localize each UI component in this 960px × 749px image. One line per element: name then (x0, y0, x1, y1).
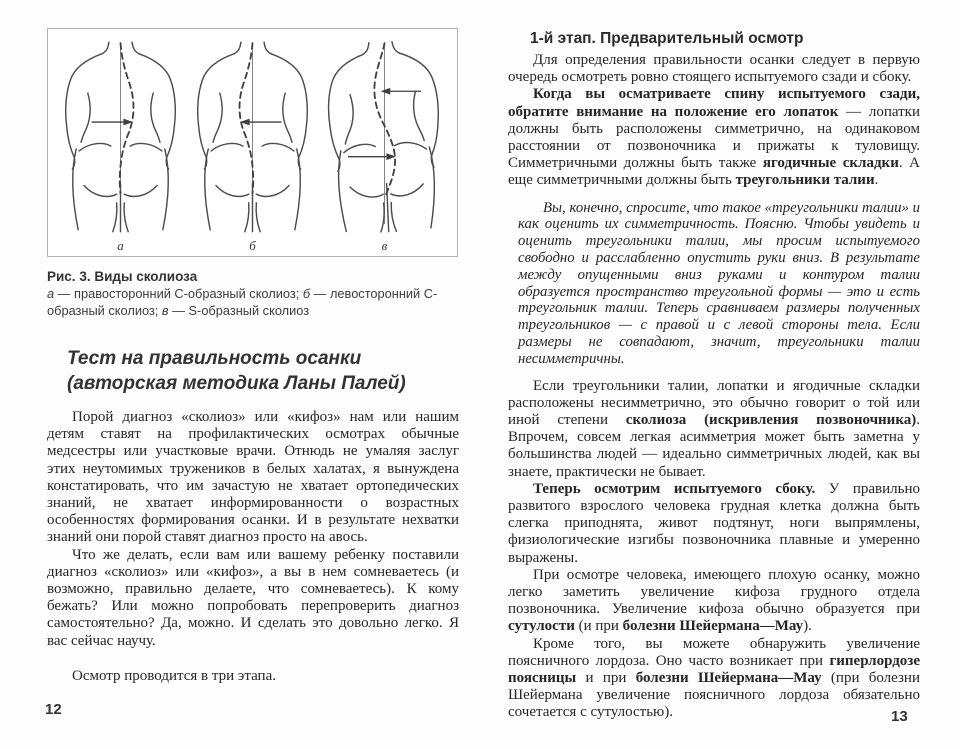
torso-back-diagram-right-c-scoliosis (57, 36, 184, 235)
figure-cell-a (57, 36, 184, 253)
page-left (47, 28, 459, 685)
figure-caption-title: Рис. 3. Виды сколиоза (47, 269, 198, 284)
text-run: болезни Шейермана—Мау (635, 670, 822, 687)
paragraph (508, 567, 920, 636)
section-heading-line2: (авторская методика Ланы Палей) (67, 373, 406, 394)
text-run: — лопатки должны быть расположены симметрично, на одинаковом расстоянии от позвоночника и прижаты к туловищу. Симметричными должны быть также (508, 103, 920, 172)
text-run: (и при (574, 618, 623, 635)
paragraph (508, 52, 920, 86)
text-run: гиперлордозе поясницы (508, 652, 920, 687)
text-run: Теперь осмотрим испытуемого сбоку. (533, 480, 816, 497)
figure-label-c: в (381, 238, 388, 253)
paragraph (508, 86, 920, 189)
figure-cell-c (321, 36, 448, 253)
section-heading-posture-test (67, 346, 459, 396)
figure-label-b: б (249, 238, 256, 253)
text-run: сколиоза (искривления позвоночника) (625, 412, 917, 428)
text-run: — S-образный сколиоз (168, 303, 310, 318)
torso-back-diagram-left-c-scoliosis (189, 36, 316, 235)
text-run: Когда вы осматриваете спину испытуемого сзади, обратите внимание на положение его лопаток (508, 86, 920, 120)
text-run: При осмотре человека, имеющего плохую осанку, можно легко заметить увеличение кифоза грудного отдела позвоночника. Увеличение кифоза обычно образуется при (508, 566, 920, 618)
text-run: ягодичные складки (762, 155, 899, 172)
text-run: в (161, 303, 169, 318)
paragraph (47, 409, 459, 547)
text-run: . Впрочем, совсем легкая асимметрия может быть заметна у большинства людей — идеально симметричных людей, как вы знаете, практически не бывает. (508, 412, 920, 480)
text-run: треугольники талии (735, 172, 875, 189)
figure-caption (47, 268, 459, 319)
text-run: У правильно развитого взрослого человека грудная клетка должна быть слегка приподнята, живот подтянут, ноги выпрямлены, физиологические изгибы позвоночника плавные и умеренно выражены. (508, 480, 920, 566)
text-run: Для определения правильности осанки следует в первую очередь осмотреть ровно стоящего испытуемого сзади и сбоку. (508, 52, 920, 86)
text-run: болезни Шейермана—Мау (622, 618, 804, 635)
figure-caption-text (47, 285, 459, 319)
paragraph (508, 378, 920, 481)
page-number-left: 12 (45, 701, 62, 718)
figure-scoliosis-types (47, 28, 458, 257)
figure-label-a: а (117, 238, 124, 253)
text-run: Осмотр проводится в три этапа. (72, 667, 276, 684)
text-run: Вы, конечно, спросите, что такое «треугольники талии» и как оценить их симметричность. Поясню. Чтобы увидеть и оценить треугольники талии, мы просим испытуемого свободно и расслабленно опустить руки вниз. В результате между опущенными вниз руками и контуром талии образуется пространство треугольной формы — это и есть треугольник талии. Теперь сравниваем размеры полученных треугольников — с правой и с левой стороны тела. Если размеры не совпадают, значит, треугольники талии несимметричны. (518, 199, 921, 367)
text-run: Что же делать, если вам или вашему ребенку поставили диагноз «сколиоз» или «кифоз», а вы в нем сомневаетесь (и возможно, правильно делаете, что сомневаетесь). К кому бежать? Или можно попробовать перепроверить диагноз самостоятельно? Да, можно. И сделать это довольно легко. Я вас сейчас научу. (47, 546, 459, 649)
figure-cell-b (189, 36, 316, 253)
text-run: — левосторонний С-образный сколиоз; (47, 286, 438, 318)
text-run: Если треугольники талии, лопатки и ягодичные складки расположены несимметрично, это обычно говорит о той или иной степени (508, 377, 920, 428)
text-run: Порой диагноз «сколиоз» или «кифоз» нам или нашим детям ставят на профилактических осмотрах обычные медсестры или участковые врачи. Отнюдь не умаляя заслуг этих неутомимых тружеников в белых халатах, я вынуждена констатировать, что им зачастую не хватает ортопедических знаний, не хватает информированности о возрастных особенностях формирования осанки. И в результате нехватки знаний они порой ставят диагноз просто на авось. (47, 409, 459, 546)
text-run: ). (803, 618, 812, 635)
text-run: (при болезни Шейермана увеличение поясничного лордоза обязательно сочетается с сутулостью). (508, 670, 920, 721)
right-page-body-text (508, 52, 920, 722)
paragraph (47, 668, 459, 685)
page-number-right: 13 (891, 708, 908, 725)
text-run: сутулости (508, 618, 575, 635)
section-heading-line1: Тест на правильность осанки (67, 348, 362, 369)
torso-back-diagram-s-scoliosis (321, 36, 448, 235)
paragraph (508, 636, 920, 722)
text-run: — правосторонний С-образный сколиоз; (54, 286, 303, 301)
paragraph (508, 481, 920, 567)
stage1-heading: 1-й этап. Предварительный осмотр (530, 30, 804, 47)
left-page-body-text (47, 409, 459, 685)
text-run: . А еще симметричными должны быть (508, 155, 920, 189)
text-run: . (874, 172, 879, 189)
italic-note-paragraph (518, 200, 920, 368)
paragraph (47, 547, 459, 650)
text-run: Кроме того, вы можете обнаружить увеличение поясничного лордоза. Оно часто возникает при (508, 635, 920, 669)
text-run: б (302, 286, 311, 301)
text-run: и при (576, 670, 636, 687)
page-right (508, 30, 920, 722)
text-run: а (47, 286, 55, 301)
